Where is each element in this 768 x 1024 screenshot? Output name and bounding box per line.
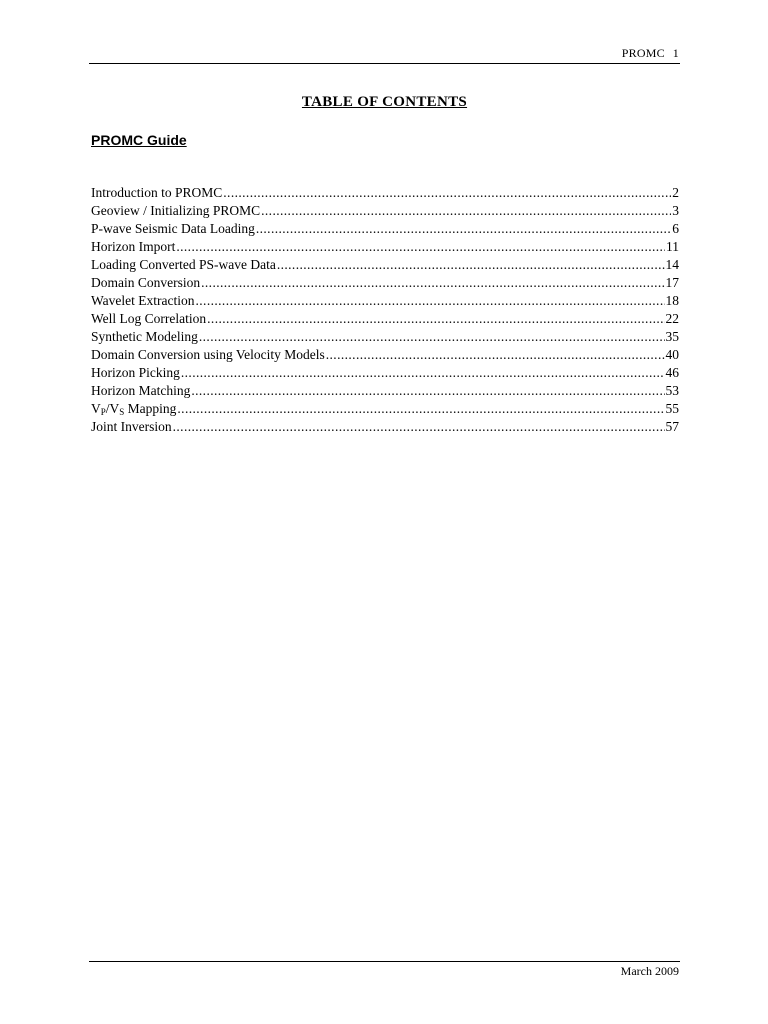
toc-entry-page: 57	[665, 419, 679, 434]
running-title: PROMC	[621, 46, 665, 60]
toc-leader-dots	[199, 328, 665, 346]
toc-entry-label: Wavelet Extraction	[91, 293, 195, 308]
toc-entry-page: 3	[672, 203, 679, 218]
toc-entry[interactable]	[91, 346, 679, 364]
toc-entry-label: Loading Converted PS-wave Data	[91, 257, 276, 272]
toc-entry-label: Domain Conversion using Velocity Models	[91, 347, 325, 362]
toc-entry[interactable]	[91, 310, 679, 328]
toc-entry[interactable]	[91, 238, 679, 256]
toc-entry-label	[91, 400, 176, 418]
toc-entry[interactable]	[91, 382, 679, 400]
toc-leader-dots	[261, 202, 671, 220]
toc-entry-label: Domain Conversion	[91, 275, 201, 290]
header-rule	[89, 63, 680, 64]
toc-entry[interactable]	[91, 292, 679, 310]
toc-entry-page: 22	[665, 311, 679, 326]
toc-leader-dots	[173, 418, 665, 436]
toc-entry-page: 53	[665, 383, 679, 398]
vp-subscript: P	[100, 407, 106, 417]
vs-subscript: S	[119, 407, 125, 417]
toc-list	[91, 184, 679, 436]
toc-entry[interactable]	[91, 274, 679, 292]
toc-entry[interactable]	[91, 256, 679, 274]
toc-leader-dots	[196, 292, 665, 310]
toc-leader-dots	[256, 220, 671, 238]
toc-entry-page: 11	[666, 239, 679, 254]
toc-entry[interactable]	[91, 202, 679, 220]
toc-entry-page: 18	[665, 293, 679, 308]
page-title: TABLE OF CONTENTS	[301, 94, 468, 110]
toc-leader-dots	[191, 382, 664, 400]
toc-entry-page: 40	[665, 347, 679, 362]
toc-entry-page: 35	[665, 329, 679, 344]
toc-entry-label: Horizon Matching	[91, 383, 191, 398]
toc-entry[interactable]	[91, 364, 679, 382]
toc-leader-dots	[177, 400, 664, 418]
toc-entry[interactable]	[91, 418, 679, 436]
toc-entry-page: 14	[665, 257, 679, 272]
toc-entry-label: Horizon Import	[91, 239, 176, 254]
toc-entry-label: P-wave Seismic Data Loading	[91, 221, 255, 236]
section-heading: PROMC Guide	[91, 132, 187, 148]
toc-leader-dots	[201, 274, 664, 292]
footer-date: March 2009	[620, 964, 679, 978]
toc-entry-label: Introduction to PROMC	[91, 185, 223, 200]
toc-entry-label: Geoview / Initializing PROMC	[91, 203, 261, 218]
toc-entry-page: 17	[665, 275, 679, 290]
toc-entry[interactable]	[91, 400, 679, 418]
toc-entry-page: 6	[672, 221, 679, 236]
toc-leader-dots	[223, 184, 671, 202]
page-number: 1	[672, 46, 679, 60]
toc-entry[interactable]	[91, 184, 679, 202]
toc-entry[interactable]	[91, 220, 679, 238]
vp-symbol: V	[91, 401, 101, 416]
running-header	[622, 46, 679, 61]
toc-entry-page: 55	[665, 401, 679, 416]
mapping-text: Mapping	[124, 401, 177, 416]
toc-entry-label: Well Log Correlation	[91, 311, 207, 326]
toc-leader-dots	[181, 364, 665, 382]
toc-entry-page: 2	[672, 185, 679, 200]
toc-entry-label: Horizon Picking	[91, 365, 180, 380]
toc-leader-dots	[176, 238, 665, 256]
toc-leader-dots	[207, 310, 664, 328]
toc-leader-dots	[277, 256, 665, 274]
toc-leader-dots	[326, 346, 665, 364]
toc-entry-label: Synthetic Modeling	[91, 329, 198, 344]
toc-entry-label: Joint Inversion	[91, 419, 172, 434]
toc-entry[interactable]	[91, 328, 679, 346]
vs-symbol: /V	[105, 401, 120, 416]
footer-rule	[89, 961, 680, 962]
toc-entry-page: 46	[665, 365, 679, 380]
